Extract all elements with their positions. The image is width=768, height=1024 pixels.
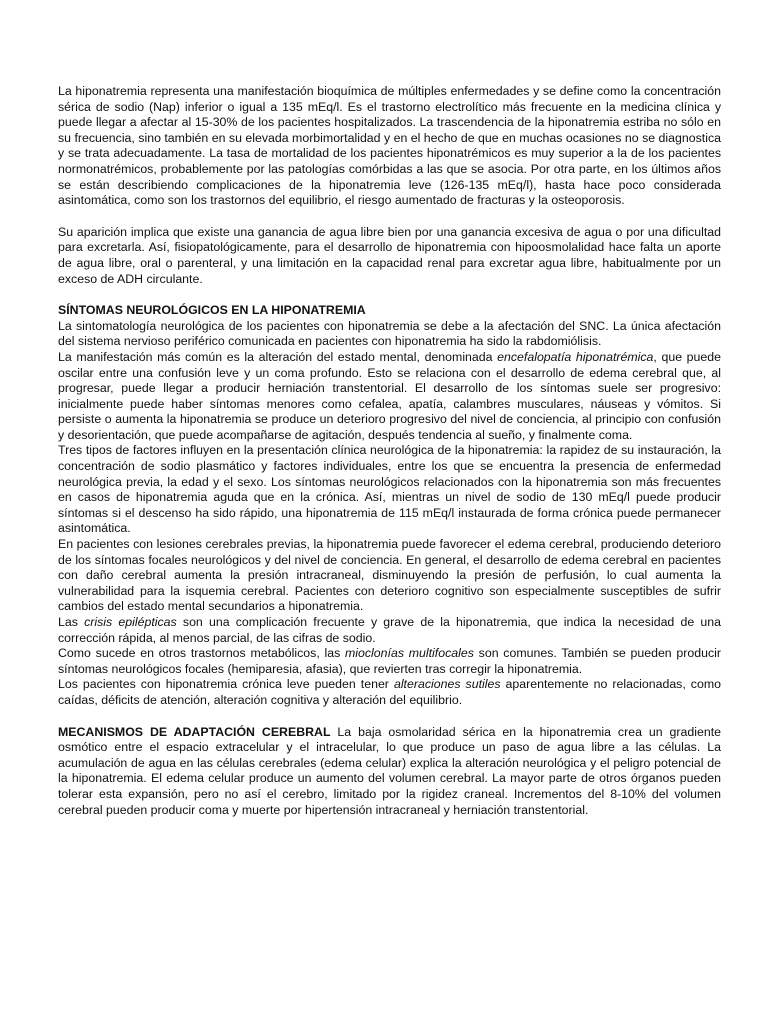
sintomas-p7-text-b: aparentemente no relacionadas, como caídas, déficits de atención, alteración cognitiva y alteración del equilibrio. <box>58 677 721 707</box>
intro-paragraph-2: Su aparición implica que existe una ganancia de agua libre bien por una ganancia excesiva de agua o por una dificultad para excretarla. Así, fisiopatológicamente, para el desarrollo de hiponatremia con hipoosmolalidad hace falta un aporte de agua libre, oral o parenteral, y una limitación en la capacidad renal para excretar agua libre, habitualmente por un exceso de ADH circulante. <box>58 224 721 286</box>
sintomas-p2-text-b: , que puede oscilar entre una confusión leve y un coma profundo. Esto se relaciona con el desarrollo de edema cerebral que, al progresar, puede llegar a producir herniación transtentorial. El desarrollo de los síntomas suele ser progresivo: inicialmente puede haber síntomas menores como cefalea, apatía, calambres musculares, náuseas y vómitos. Si persiste o aumenta la hiponatremia se produce un deterioro progresivo del nivel de conciencia, al principio con confusión y desorientación, que puede acompañarse de agitación, después tendencia al sueño, y finalmente coma. <box>58 349 721 442</box>
sintomas-p2-emphasis: encefalopatía hiponatrémica <box>497 349 654 364</box>
sintomas-paragraph-7 <box>58 677 721 708</box>
sintomas-paragraph-4: En pacientes con lesiones cerebrales previas, la hiponatremia puede favorecer el edema cerebral, produciendo deterioro de los síntomas focales neurológicos y del nivel de conciencia. En general, el desarrollo de edema cerebral en pacientes con daño cerebral aumenta la presión intracraneal, disminuyendo la presión de perfusión, lo cual aumenta la vulnerabilidad para la isquemia cerebral. Pacientes con deterioro cognitivo son especialmente susceptibles de sufrir cambios del estado mental secundarios a hiponatremia. <box>58 537 721 614</box>
sintomas-paragraph-3: Tres tipos de factores influyen en la presentación clínica neurológica de la hiponatremia: la rapidez de su instauración, la concentración de sodio plasmático y factores individuales, entre los que se encuentra la presencia de enfermedad neurológica previa, la edad y el sexo. Los síntomas neurológicos relacionados con la hiponatremia son más frecuentes en casos de hiponatremia aguda que en la crónica. Así, mientras un nivel de sodio de 130 mEq/l puede producir síntomas si el descenso ha sido rápido, una hiponatremia de 115 mEq/l instaurada de forma crónica puede permanecer asintomática. <box>58 443 721 536</box>
intro-paragraph-1: La hiponatremia representa una manifestación bioquímica de múltiples enfermedades y se define como la concentración sérica de sodio (Nap) inferior o igual a 135 mEq/l. Es el trastorno electrolítico más frecuente en la medicina clínica y puede llegar a afectar al 15-30% de los pacientes hospitalizados. La trascendencia de la hiponatremia estriba no sólo en su frecuencia, sino también en su elevada morbimortalidad y en el hecho de que en muchas ocasiones no se diagnostica y se trata adecuadamente. La tasa de mortalidad de los pacientes hiponatrémicos es muy superior a la de los pacientes normonatrémicos, probablemente por las patologías comórbidas a las que se asocia. Por otra parte, en los últimos años se están describiendo complicaciones de la hiponatremia leve (126-135 mEq/l), hasta hace poco considerada asintomática, como son los trastornos del equilibrio, el riesgo aumentado de fracturas y la osteoporosis. <box>58 84 721 208</box>
sintomas-p7-text-a: Los pacientes con hiponatremia crónica leve pueden tener <box>58 677 394 692</box>
sintomas-p5-text-a: Las <box>58 615 85 629</box>
sintomas-p5-text-b: son una complicación frecuente y grave de la hiponatremia, que indica la necesidad de una corrección rápida, al menos parcial, de las cifras de sodio. <box>58 615 721 645</box>
sintomas-p6-text-a: Como sucede en otros trastornos metabólicos, las <box>58 646 345 661</box>
sintomas-p7-emphasis: alteraciones sutiles <box>393 677 501 692</box>
section-heading-mecanismos: MECANISMOS DE ADAPTACIÓN CEREBRAL <box>58 724 331 739</box>
sintomas-paragraph-1: La sintomatología neurológica de los pacientes con hiponatremia se debe a la afectación del SNC. La única afectación del sistema nervioso periférico comunicada en pacientes con hiponatremia ha sido la rabdomiólisis. <box>58 318 721 349</box>
sintomas-paragraph-6 <box>58 646 721 677</box>
sintomas-paragraph-2 <box>58 350 721 444</box>
mecanismos-text: La baja osmolaridad sérica en la hiponatremia crea un gradiente osmótico entre el espacio extracelular y el intracelular, lo que produce un paso de agua libre a las células. La acumulación de agua en las células cerebrales (edema celular) explica la alteración neurológica y el peligro potencial de la hiponatremia. El edema celular produce un aumento del volumen cerebral. La mayor parte de otros órganos pueden tolerar esta expansión, pero no así el cerebro, limitado por la rigidez craneal. Incrementos del 8-10% del volumen cerebral pueden producir coma y muerte por hipertensión intracraneal y herniación transtentorial. <box>58 724 722 817</box>
sintomas-paragraph-5 <box>58 615 721 646</box>
document-page <box>58 84 721 818</box>
sintomas-p5-emphasis: crisis epilépticas <box>84 615 177 629</box>
sintomas-p6-text-b: son comunes. También se pueden producir síntomas neurológicos focales (hemiparesia, afasia), que revierten tras corregir la hiponatremia. <box>58 646 721 676</box>
sintomas-p6-emphasis: mioclonías multifocales <box>345 646 474 661</box>
sintomas-p2-text-a: La manifestación más común es la alteración del estado mental, denominada <box>58 349 498 364</box>
section-heading-sintomas: SÍNTOMAS NEUROLÓGICOS EN LA HIPONATREMIA <box>58 303 366 318</box>
mecanismos-paragraph <box>58 725 721 819</box>
